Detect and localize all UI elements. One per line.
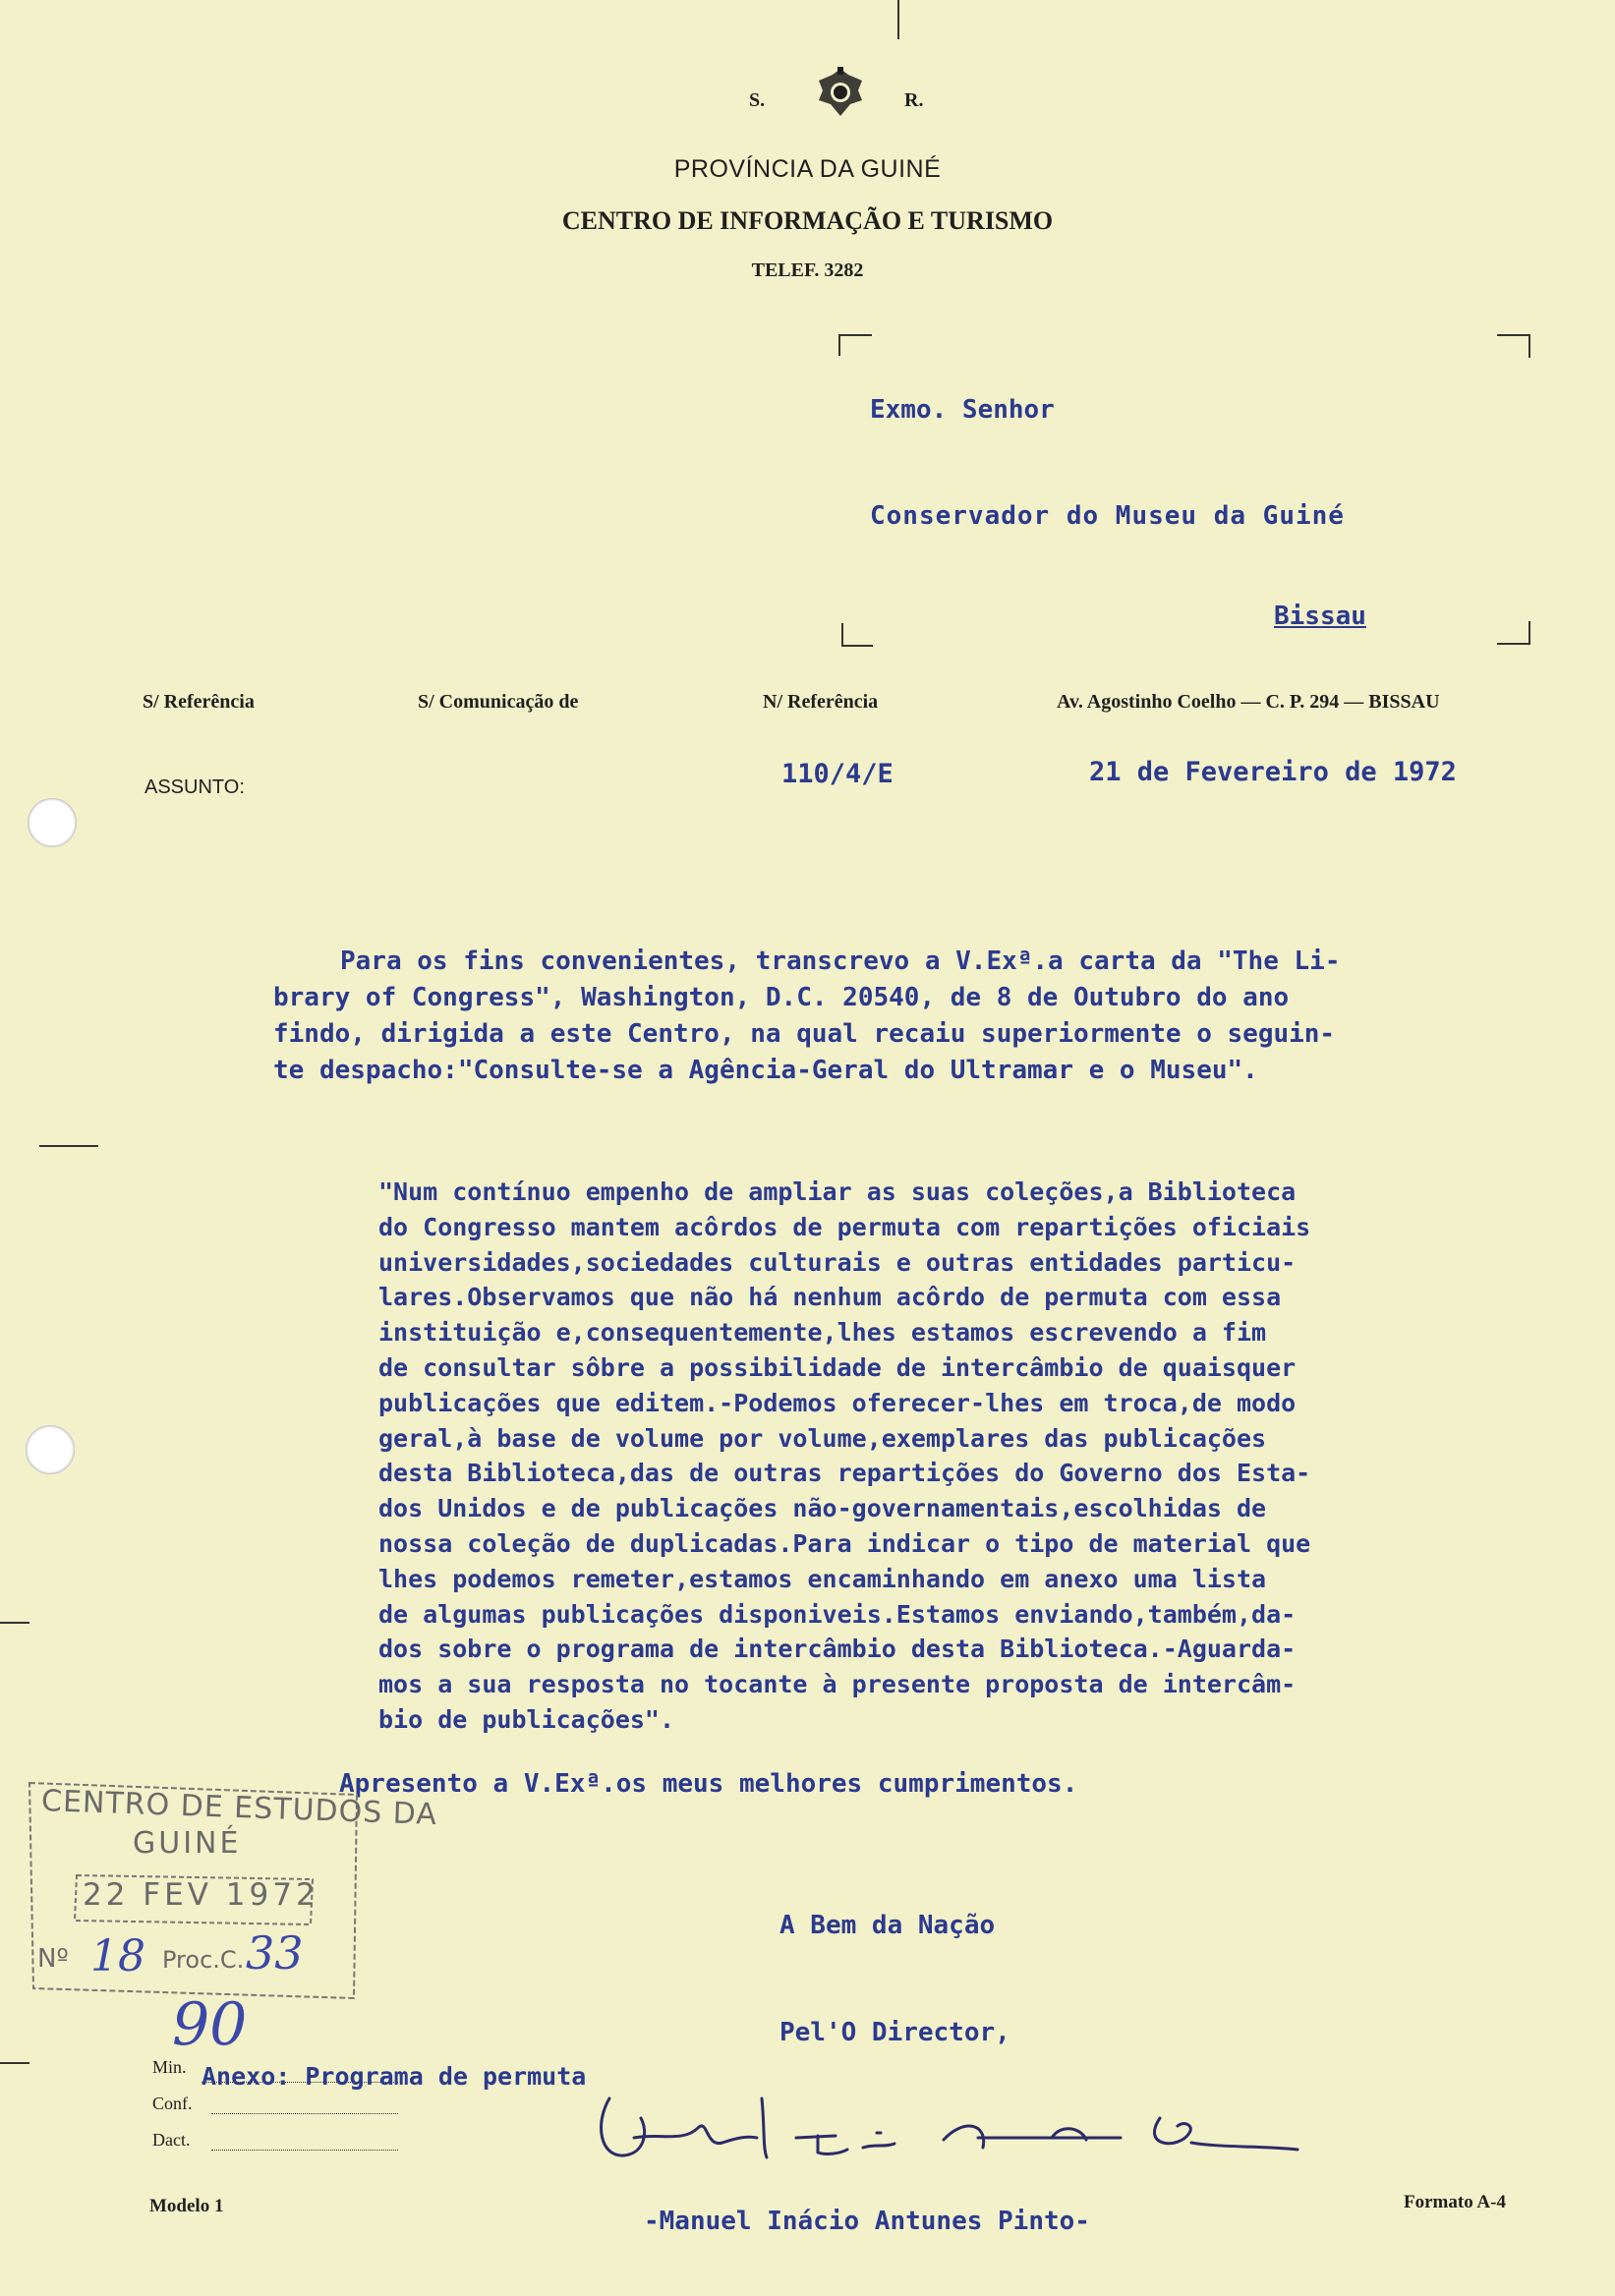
recipient-salutation: Exmo. Senhor [870,395,1055,425]
salute-line: A Bem da Nação [779,1911,996,1940]
quote-line: "Num contínuo empenho de ampliar as suas coleções,a Biblioteca [378,1177,1297,1206]
address-corner-br [1497,621,1530,645]
min-label: Min. [152,2057,187,2077]
quote-line: de algumas publicações disponiveis.Estamos enviando,também,da- [378,1599,1297,1629]
stamp-date: 22 FEV 1972 [83,1877,319,1913]
recipient-city: Bissau [1274,602,1366,631]
intro-line: te despacho:"Consulte-se a Agência-Geral do Ultramar e o Museu". [273,1056,1258,1085]
margin-tick [0,2062,29,2064]
office-heading: CENTRO DE INFORMAÇÃO E TURISMO [561,206,1054,235]
quote-line: geral,à base de volume por volume,exemplares das publicações [378,1423,1267,1453]
address-corner-bl [841,623,873,647]
quote-line: bio de publicações". [378,1704,675,1734]
top-center-tick [897,0,899,39]
quote-line: dos sobre o programa de intercâmbio desta Biblioteca.-Aguarda- [378,1635,1297,1664]
conf-label: Conf. [152,2094,193,2113]
quoted-letter [378,1175,1612,1738]
stamp-extra-handwritten: 90 [172,1990,248,2059]
quote-line: lhes podemos remeter,estamos encaminhando em anexo uma lista [378,1564,1267,1593]
stamp-number-label: Nº [37,1944,69,1974]
margin-tick [39,1145,98,1147]
dact-label: Dact. [152,2130,191,2150]
quote-line: desta Biblioteca,das de outras repartições do Governo dos Esta- [378,1459,1311,1488]
svg-text:R.: R. [904,89,924,111]
quote-line: instituição e,consequentemente,lhes estamos escrevendo a fim [378,1318,1267,1348]
province-heading: PROVÍNCIA DA GUINÉ [673,155,942,183]
stamp-number-handwritten: 18 [90,1931,145,1981]
director-line: Pel'O Director, [779,2018,1010,2047]
quote-line: dos Unidos e de publicações não-governamentais,escolhidas de [378,1494,1267,1523]
quote-line: nossa coleção de duplicadas.Para indicar o tipo de material que [378,1528,1311,1558]
dact-dotline [211,2150,398,2151]
subject-label: ASSUNTO: [144,776,245,798]
stamp-proc-label: Proc.C. [162,1946,245,1974]
conf-dotline [211,2113,398,2114]
intro-line: brary of Congress", Washington, D.C. 20540, de 8 de Outubro do ano [273,983,1290,1012]
address-corner-tr [1497,334,1530,358]
your-reference-label: S/ Referência [143,691,255,713]
quote-line: do Congresso mantem acôrdos de permuta com repartições oficiais [378,1212,1311,1241]
phone-number: TELEF. 3282 [751,259,864,281]
intro-line: findo, dirigida a este Centro, na qual recaiu superiormente o seguin- [273,1019,1336,1049]
signer-name: -Manuel Inácio Antunes Pinto- [644,2207,1090,2236]
form-model: Modelo 1 [149,2196,224,2216]
recipient-title: Conservador do Museu da Guiné [870,501,1345,531]
our-reference-value: 110/4/E [781,759,894,789]
quote-line: universidades,sociedades culturais e outras entidades particu- [378,1247,1297,1277]
punch-hole-top [28,798,77,847]
address-corner-tl [838,334,872,356]
stamp-institution: CENTRO DE ESTUDOS DA [40,1783,438,1833]
svg-text:S.: S. [749,89,766,111]
intro-line: Para os fins convenientes, transcrevo a V.Exª.a carta da "The Li- [340,947,1341,976]
intro-paragraph [273,944,1590,1089]
letter-date: 21 de Fevereiro de 1972 [1089,757,1457,787]
punch-hole-middle [26,1425,75,1474]
closing-line: Apresento a V.Exª.os meus melhores cumprimentos. [339,1769,1078,1799]
paper-format: Formato A-4 [1404,2192,1506,2212]
annex-line: Anexo: Programa de permuta [202,2062,587,2091]
quote-line: mos a sua resposta no tocante à presente proposta de intercâm- [378,1670,1297,1699]
crest-icon [747,67,934,122]
margin-tick [0,1622,29,1624]
quote-line: de consultar sôbre a possibilidade de intercâmbio de quaisquer [378,1352,1297,1382]
quote-line: publicações que editem.-Podemos oferecer-lhes em troca,de modo [378,1388,1297,1417]
handwritten-signature [590,2079,1307,2172]
our-reference-label: N/ Referência [763,691,879,713]
your-communication-label: S/ Comunicação de [418,691,579,713]
stamp-institution-line-2: GUINÉ [133,1826,242,1861]
stamp-proc-handwritten: 33 [246,1926,304,1980]
office-address: Av. Agostinho Coelho — C. P. 294 — BISSAU [1057,691,1440,713]
quote-line: lares.Observamos que não há nenhum acôrdo de permuta com essa [378,1283,1282,1312]
